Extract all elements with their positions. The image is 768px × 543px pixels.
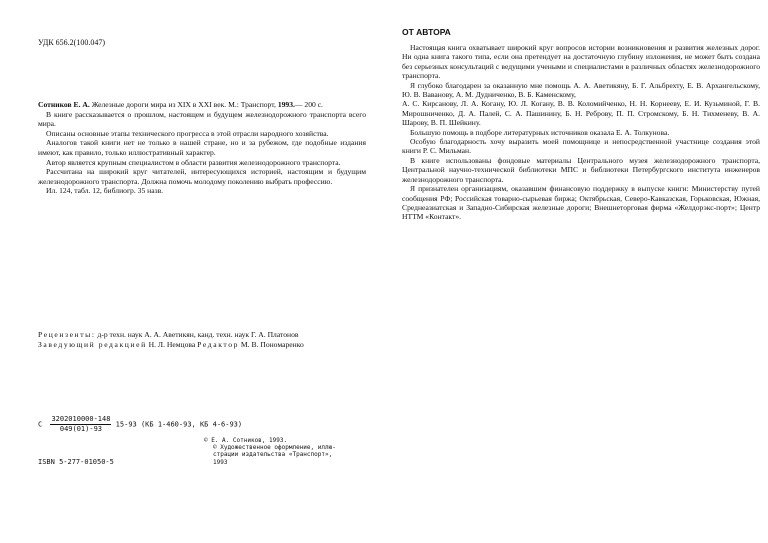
annotation-paragraph: Автор является крупным специалистом в области развития железнодорожного транспорта.	[46, 157, 341, 167]
preface-paragraph: Настоящая книга охватывает широкий круг вопросов истории возникновения и развития железных дорог. Ни одна книга такого типа, если она претендует на достаточную глубину изложения, не может быть создана без серьезных консультаций с ведущими учеными и специалистами в различных областях железнодорожного транспорта.	[402, 43, 760, 81]
preface-paragraph: Я глубоко благодарен за оказанную мне помощь А. А. Аветикяну, Б. Г. Альбрехту, Е. В. Архангельскому, Ю. В. Ваванову, А. М. Дудниченко, В. Б. Каменскому,	[402, 80, 760, 100]
annotation-paragraph: Рассчитана на широкий круг читателей, интересующихся историей, настоящим и будущим железнодорожного транспорта. Должна помочь молодому поколению выбрать профессию.	[38, 167, 366, 186]
book-title: Железные дороги мира из XIX в XXI век. М.: Транспорт,	[91, 100, 276, 109]
section-heading: ОТ АВТОРА	[402, 27, 451, 37]
author-name: Сотников Е. А.	[38, 100, 90, 109]
page-count: — 200 с.	[294, 100, 323, 109]
bibliographic-entry	[38, 100, 366, 110]
publication-year: 1993.	[277, 100, 295, 109]
editor-name: М. В. Пономаренко	[240, 340, 304, 349]
reviewers-text: д-р техн. наук А. А. Аветикян, канд. техн. наук Г. А. Платонов	[97, 330, 299, 339]
bibliographic-description	[38, 100, 366, 196]
illustration-count: Ил. 124, табл. 12, библиогр. 35 назв.	[46, 186, 164, 196]
preface-paragraph: А. С. Кирсанову, Л. А. Когану, Ю. Л. Когану, В. В. Коломийченко, Н. Н. Корнееву, Е. И. Кузьминой, Г. В. Мирошниченко, Д. А. Палей, С. А. Пашинину, Б. Н. Реброву, П. П. Стромскому, Б. Н. Тихменеву, В. А. Шарову, В. П. Шейкину.	[402, 99, 760, 128]
code-letter: С	[38, 420, 43, 429]
editor-label: Редактор	[197, 340, 240, 349]
isbn: ISBN 5-277-01050-5	[38, 458, 114, 466]
code-numerator: 3202010000-148	[51, 415, 111, 423]
right-page	[384, 0, 768, 543]
udk-code: УДК 656.2(100.047)	[38, 38, 105, 47]
reviewers-label: Рецензенты:	[38, 330, 96, 339]
reviewers-line	[38, 330, 366, 340]
preface-paragraph: Я признателен организациям, оказавшим финансовую поддержку в выпуске книги: Министерству путей сообщения РФ; Российская товарно-сырьевая биржа; Октябрьская, Северо-Кавказская, Горьковская, Южная, Среднеазиатская и Западно-Сибирская железные дороги; Внешнеторговая фирма «Желдорэкс-порт»; Центр НТТМ «Контакт».	[402, 184, 760, 222]
preface-paragraph: Особую благодарность хочу выразить моей помощнице и непосредственной участнице создания этой книги Р. С. Мильман.	[402, 137, 760, 156]
code-fraction	[50, 415, 111, 434]
copyright-line: © Художественное оформление, иллю-	[213, 444, 336, 452]
code-denominator: 049(01)-93	[59, 425, 103, 433]
copyright-line: © Е. А. Сотников, 1993.	[204, 437, 288, 444]
editors-line	[38, 340, 366, 350]
head-editor-label: Заведующий редакцией	[38, 340, 147, 349]
annotation-paragraph: Аналогов такой книги нет не только в нашей стране, но и за рубежом, где подобные издания имеют, как правило, только иллюстративный характер.	[38, 138, 366, 157]
code-tail: 15-93 (КБ 1-460-93, КБ 4-6-93)	[115, 420, 243, 429]
head-editor-name: Н. Л. Немцова	[148, 340, 196, 349]
annotation-paragraph: Описаны основные этапы технического прогресса в этой отрасли народного хозяйства.	[46, 128, 329, 138]
preface-paragraph: В книге использованы фондовые материалы Центрального музея железнодорожного транспорта, Центральной научно-технической библиотеки МПС и библиотеки Петербургского института инженеров железнодорожного транспорта.	[402, 155, 760, 184]
credits-block	[38, 330, 366, 350]
annotation-paragraph: В книге рассказывается о прошлом, настоящем и будущем железнодорожного транспорта всего мира.	[38, 109, 366, 129]
copyright-line: страции издательства «Транспорт»,	[213, 451, 333, 459]
copyright-line: 1993	[213, 458, 228, 466]
preface-paragraph: Большую помощь в подборе литературных источников оказала Е. А. Толкунова.	[410, 127, 670, 137]
preface-text	[402, 43, 760, 222]
copyright-block	[204, 437, 336, 466]
publishing-code	[38, 415, 242, 434]
